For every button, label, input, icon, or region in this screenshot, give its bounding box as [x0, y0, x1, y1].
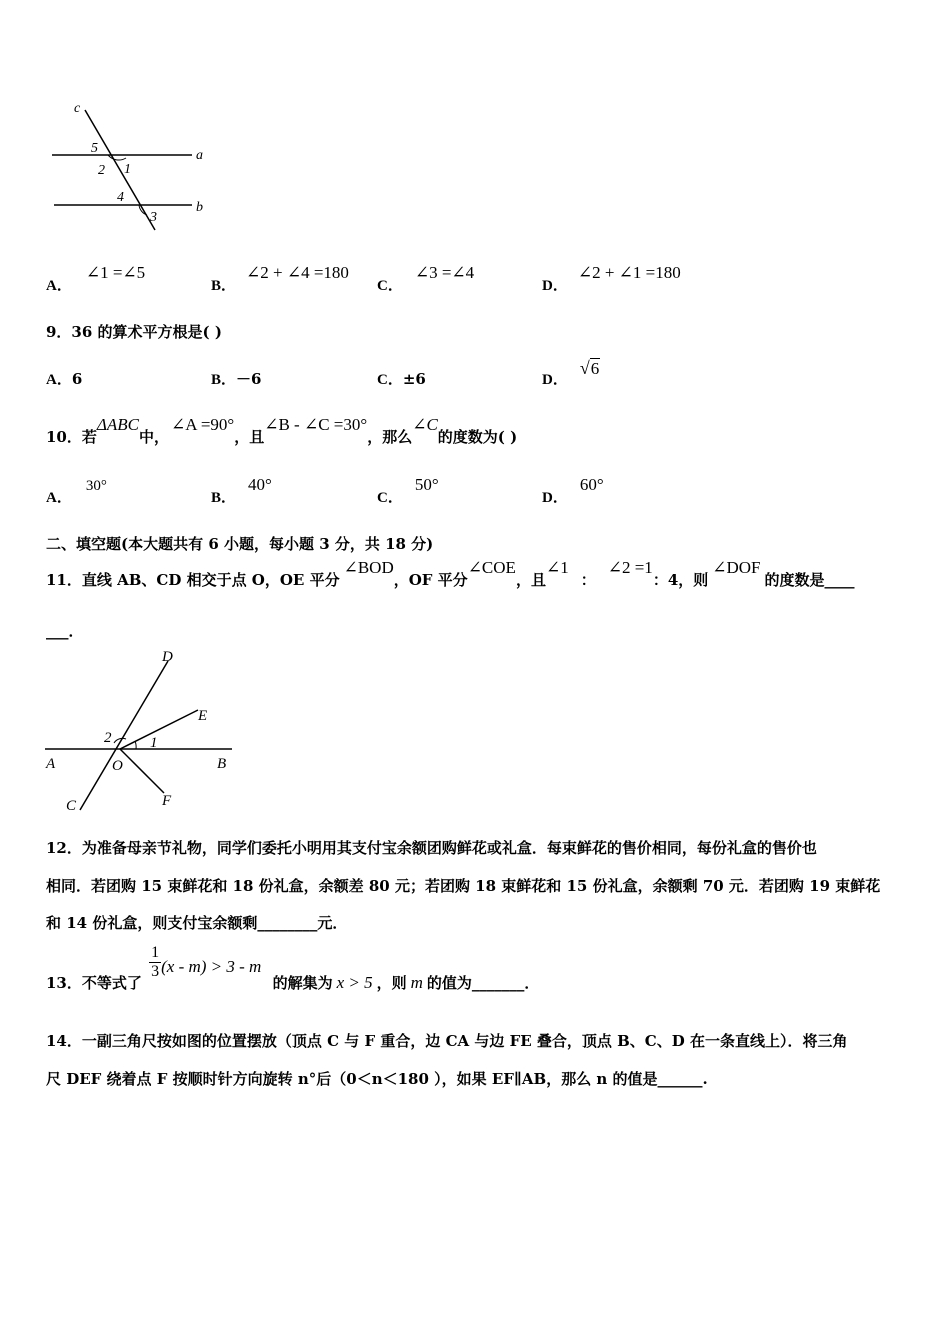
q13-text-4: 的值为_______． — [426, 974, 540, 992]
q10-option-b[interactable] — [211, 474, 272, 506]
q11-text-5: ：4，则 — [652, 571, 709, 589]
q14-line-1: 14．一副三角尺按如图的位置摆放（顶点 C 与 F 重合，边 CA 与边 FE 叠合，顶点 B、C、D 在一条直线上）．将三角 — [46, 1032, 848, 1050]
q12-line-2: 相同．若团购 15 束鲜花和 18 份礼盒，余额差 80 元；若团购 18 束鲜花和 15 份礼盒，余额剩 70 元．若团购 19 束鲜花 — [46, 877, 881, 895]
q10-option-c[interactable] — [377, 474, 439, 506]
q13-text-3: ，则 — [376, 974, 407, 992]
q13-expression: (x - m) > 3 - m — [161, 957, 262, 976]
q9-option-a[interactable] — [46, 368, 82, 389]
option-value: 6 — [71, 370, 83, 388]
option-label: D． — [542, 490, 568, 506]
q13-text-1: 13．不等式了 — [46, 974, 142, 992]
sqrt-sign: √ — [579, 358, 590, 378]
q13-numerator: 1 — [151, 944, 160, 961]
q11-math-4: ∠2 =1 — [607, 558, 653, 577]
q12-line-1: 12．为准备母亲节礼物，同学们委托小明用其支付宝余额团购鲜花或礼盒．每束鲜花的售价相同，每份礼盒的售价也 — [46, 839, 817, 857]
option-label: C． — [377, 372, 403, 388]
label-a: A — [46, 756, 56, 772]
q10-math-4: ∠C — [412, 415, 438, 434]
q9-option-b[interactable] — [211, 368, 261, 389]
label-4: 4 — [117, 190, 124, 205]
label-5: 5 — [91, 141, 98, 156]
label-c: C — [66, 798, 77, 814]
option-label: D． — [542, 278, 568, 294]
angle-arc-1 — [135, 741, 136, 749]
q13-math-2: m — [410, 973, 423, 992]
option-label: C． — [377, 278, 403, 294]
label-f: F — [162, 793, 172, 809]
option-value: ±6 — [402, 370, 426, 388]
option-label: A． — [46, 278, 72, 294]
q11-math-3: ∠1 — [545, 558, 569, 577]
q11-text-2: ，OF 平分 — [393, 571, 468, 589]
intersecting-lines-figure — [40, 645, 240, 815]
option-math: ∠2 + ∠4 =180 — [246, 263, 349, 282]
label-b: B — [217, 756, 227, 772]
label-1: 1 — [150, 735, 158, 751]
q13-text-2: 的解集为 — [272, 974, 333, 992]
option-label: B． — [211, 278, 237, 294]
q10-text-5: 的度数为( ) — [437, 428, 518, 446]
option-math: ∠2 + ∠1 =180 — [577, 263, 681, 282]
q9-option-d[interactable] — [542, 358, 600, 388]
option-value: 6 — [590, 359, 600, 378]
label-3: 3 — [150, 210, 157, 225]
q13-denominator: 3 — [151, 963, 160, 980]
q11-text-1: 11．直线 AB、CD 相交于点 O，OE 平分 — [46, 571, 340, 589]
q10-text-2: 中， — [138, 428, 169, 446]
line-c — [85, 110, 155, 230]
q12-line-3: 和 14 份礼盒，则支付宝余额剩________元． — [46, 914, 348, 932]
option-value: 40° — [248, 475, 272, 494]
ray-of — [120, 749, 164, 793]
ray-oe — [120, 710, 198, 749]
q11-math-1: ∠BOD — [343, 558, 394, 577]
q11-question — [46, 557, 855, 589]
parallel-lines-figure — [40, 95, 230, 240]
option-label: B． — [211, 490, 237, 506]
q10-option-d[interactable] — [542, 474, 604, 506]
label-a: a — [196, 148, 203, 163]
q13-fraction — [149, 944, 161, 981]
q13-question — [46, 944, 540, 992]
q8-option-b[interactable] — [211, 262, 349, 294]
label-1: 1 — [124, 162, 131, 177]
option-value: 60° — [579, 475, 604, 494]
option-label: B． — [211, 372, 237, 388]
q10-question — [46, 414, 518, 446]
q10-math-2: ∠A =90° — [170, 415, 235, 434]
option-label: C． — [377, 490, 403, 506]
option-label: A． — [46, 490, 72, 506]
q13-math-1: x > 5 — [336, 973, 373, 992]
label-d: D — [162, 649, 173, 665]
angle-arc-1 — [108, 155, 126, 160]
label-o: O — [112, 758, 123, 774]
q11-answer-blank[interactable]: ___． — [46, 622, 84, 640]
section-title: 二、填空题(本大题共有 6 小题，每小题 3 分，共 18 分) — [46, 535, 434, 553]
label-2: 2 — [98, 163, 105, 178]
label-b: b — [196, 200, 203, 215]
q10-text-4: ，那么 — [367, 428, 413, 446]
q11-math-2: ∠COE — [467, 558, 516, 577]
option-value: －6 — [236, 370, 262, 388]
q9-question: 9．36 的算术平方根是( ) — [46, 323, 222, 341]
q11-text-3: ，且 — [515, 571, 546, 589]
q8-option-c[interactable] — [377, 262, 475, 294]
q10-option-a[interactable] — [46, 474, 107, 506]
q10-text-3: ，且 — [234, 428, 265, 446]
q10-text-1: 10．若 — [46, 428, 97, 446]
q14-line-2: 尺 DEF 绕着点 F 按顺时针方向旋转 n°后（0＜n＜180 ），如果 EF∥AB，那么 n 的值是______. — [46, 1070, 708, 1088]
q9-option-c[interactable] — [377, 368, 426, 389]
option-value: 30° — [85, 478, 107, 494]
option-math: ∠3 =∠4 — [414, 263, 475, 282]
label-2: 2 — [104, 730, 112, 746]
q11-text-4: ： — [580, 571, 596, 589]
q8-option-d[interactable] — [542, 262, 681, 294]
q10-math-3: ∠B - ∠C =30° — [264, 415, 368, 434]
option-value: 50° — [414, 475, 439, 494]
option-math: ∠1 =∠5 — [85, 263, 146, 282]
label-e: E — [198, 708, 208, 724]
q11-math-5: ∠DOF — [712, 558, 761, 577]
option-label: A． — [46, 372, 72, 388]
q8-option-a[interactable] — [46, 262, 146, 294]
q11-text-6: 的度数是____ — [764, 571, 855, 589]
option-label: D． — [542, 372, 568, 388]
q10-math-1: ΔABC — [96, 415, 139, 434]
label-c: c — [74, 101, 81, 116]
